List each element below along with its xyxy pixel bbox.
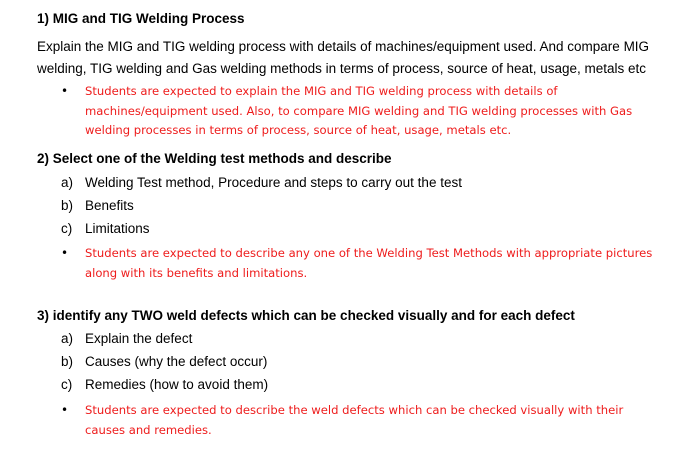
list-marker: c) [61, 221, 73, 236]
section-3-item-b [61, 354, 267, 369]
list-marker: c) [61, 377, 73, 392]
section-2-note-text: Students are expected to describe any one of the Welding Test Methods with appropriate pictures along with its benefits and limitations. [85, 246, 653, 280]
bullet-icon: • [61, 84, 69, 98]
section-2-item-a [61, 175, 462, 190]
section-2-item-b [61, 198, 134, 213]
section-1-note [61, 82, 661, 141]
list-item-text: Explain the defect [85, 331, 193, 346]
section-2-heading: 2) Select one of the Welding test methods and describe [37, 151, 392, 166]
section-3-item-c [61, 377, 268, 392]
list-item-text: Limitations [85, 221, 150, 236]
list-item-text: Remedies (how to avoid them) [85, 377, 269, 392]
list-marker: a) [61, 331, 74, 346]
list-marker: b) [61, 198, 74, 213]
list-marker: a) [61, 175, 74, 190]
list-marker: b) [61, 354, 74, 369]
section-1-heading: 1) MIG and TIG Welding Process [37, 11, 245, 26]
section-1-body: Explain the MIG and TIG welding process with details of machines/equipment used. And compare MIG welding, TIG welding and Gas welding methods in terms of process, source of heat, usage, metals etc [37, 39, 650, 76]
section-3-note-text: Students are expected to describe the weld defects which can be checked visually with their causes and remedies. [85, 403, 624, 437]
section-1-note-text: Students are expected to explain the MIG and TIG welding process with details of machines/equipment used. Also, to compare MIG welding and TIG welding processes with Gas welding processes in terms of process, source of heat, usage, metals etc. [85, 84, 633, 137]
section-2-note [61, 244, 676, 283]
section-3-item-a [61, 331, 192, 346]
bullet-icon: • [61, 246, 69, 260]
list-item-text: Benefits [85, 198, 134, 213]
list-item-text: Causes (why the defect occur) [85, 354, 268, 369]
bullet-icon: • [61, 403, 69, 417]
section-3-note [61, 401, 661, 440]
section-3-heading: 3) identify any TWO weld defects which can be checked visually and for each defect [37, 308, 575, 323]
list-item-text: Welding Test method, Procedure and steps to carry out the test [85, 175, 462, 190]
section-2-item-c [61, 221, 150, 236]
